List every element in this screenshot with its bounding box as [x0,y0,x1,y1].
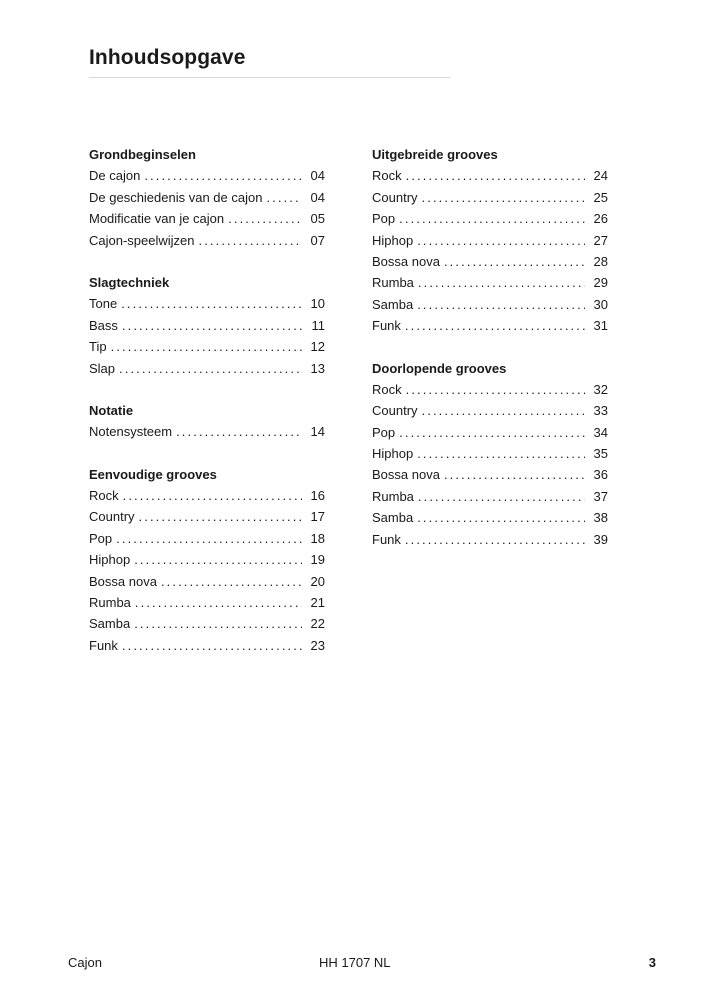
toc-entry-label: Rock [89,488,119,504]
dot-leader [417,294,585,315]
toc-entry-page-number: 29 [593,275,608,291]
page-footer [68,955,656,973]
toc-entry-page-number: 18 [310,530,325,546]
toc-entry-page-number: 17 [310,509,325,525]
toc-entry-label: Rock [372,168,402,184]
toc-entry-label: Country [89,509,135,525]
dot-leader [144,165,302,186]
toc-section [372,144,608,337]
toc-entry-page-number: 35 [593,446,608,462]
toc-entry [372,230,608,251]
toc-entry-page-number: 32 [593,381,608,397]
dot-leader [139,506,302,527]
toc-entry-label: Pop [372,424,396,440]
dot-leader [418,272,585,293]
toc-entry-label: Samba [372,510,414,526]
toc-entry [89,592,325,613]
toc-entry-label: Pop [89,530,113,546]
dot-leader [405,529,585,550]
toc-entry [89,336,325,357]
toc-entry-page-number: 19 [310,552,325,568]
toc-entry-label: Pop [372,211,396,227]
toc-entry-page-number: 36 [593,467,608,483]
toc-entry-page-number: 25 [593,189,608,205]
toc-entry [89,549,325,570]
toc-section [89,400,325,443]
toc-entry-label: Funk [372,318,401,334]
toc-entry-page-number: 12 [310,339,325,355]
toc-entry [89,315,325,336]
toc-entry [372,251,608,272]
toc-section-heading: Slagtechniek [89,274,170,290]
toc-entry [372,272,608,293]
toc-entry-label: Hiphop [372,446,414,462]
footer-page-number: 3 [648,955,656,970]
dot-leader [405,315,585,336]
toc-entry-page-number: 27 [593,232,608,248]
dot-leader [123,485,302,506]
toc-entry [89,230,325,251]
dot-leader [116,528,302,549]
toc-entry-label: Notensysteem [89,424,173,440]
toc-entry [89,571,325,592]
dot-leader [134,549,302,570]
toc-section-heading: Uitgebreide grooves [372,147,498,162]
toc-entry [89,208,325,229]
dot-leader [134,613,302,634]
toc-entry-page-number: 38 [593,510,608,526]
toc-entry [372,464,608,485]
toc-entry-label: Rumba [372,275,414,291]
toc-entry-label: Bass [89,317,118,333]
toc-entry [89,506,325,527]
toc-section [372,358,608,551]
toc-entry-page-number: 39 [593,531,608,547]
toc-entry-label: Samba [89,616,131,632]
toc-entry-page-number: 21 [310,595,325,611]
title-divider [89,77,450,78]
toc-entry [372,187,608,208]
toc-section-heading: Notatie [89,402,134,418]
toc-entry-label: Funk [372,531,401,547]
toc-entry-page-number: 10 [310,296,325,312]
toc-section [89,144,325,251]
toc-entry [89,485,325,506]
toc-entry-label: Country [372,403,418,419]
toc-section-heading: Grondbeginselen [89,147,196,162]
toc-entry [89,358,325,379]
toc-entry-page-number: 24 [593,168,608,184]
dot-leader [121,293,302,314]
dot-leader [111,336,302,357]
toc-entry [89,165,325,186]
toc-entry-label: Tip [89,339,107,355]
toc-entry-page-number: 04 [310,168,325,184]
dot-leader [399,208,585,229]
dot-leader [406,379,585,400]
dot-leader [161,571,302,592]
toc-entry-page-number: 05 [310,211,325,227]
dot-leader [228,208,302,229]
toc-entry [89,613,325,634]
toc-entry [89,293,325,314]
toc-entry [372,507,608,528]
dot-leader [418,486,585,507]
dot-leader [444,464,585,485]
toc-entry-page-number: 23 [310,637,325,653]
toc-entry-page-number: 07 [310,232,325,248]
toc-entry-label: Funk [89,637,118,653]
footer-catalog-number: HH 1707 NL [319,955,391,970]
toc-column-right [372,144,608,571]
page-title: Inhoudsopgave [89,46,246,69]
toc-entry [372,208,608,229]
toc-entry [372,400,608,421]
dot-leader [199,230,303,251]
dot-leader [122,635,302,656]
toc-entry-label: Samba [372,296,414,312]
dot-leader [422,400,585,421]
toc-entry-page-number: 20 [310,573,325,589]
toc-entry-page-number: 34 [593,424,608,440]
toc-entry-page-number: 22 [310,616,325,632]
toc-section [89,272,325,379]
dot-leader [422,187,585,208]
toc-entry [372,443,608,464]
toc-entry-page-number: 26 [593,211,608,227]
toc-entry-page-number: 14 [310,424,325,440]
toc-section [89,464,325,657]
toc-entry-page-number: 16 [310,488,325,504]
toc-entry [372,379,608,400]
dot-leader [399,422,585,443]
toc-entry [372,315,608,336]
toc-entry-label: Bossa nova [372,467,440,483]
toc-entry-label: Cajon-speelwijzen [89,232,195,248]
dot-leader [119,358,302,379]
dot-leader [417,230,585,251]
dot-leader [122,315,302,336]
toc-entry-label: De cajon [89,168,141,184]
dot-leader [417,507,585,528]
dot-leader [406,165,585,186]
toc-entry [89,528,325,549]
toc-entry-label: Hiphop [89,552,131,568]
toc-entry-label: Rock [372,381,402,397]
toc-entry-label: Bossa nova [89,573,157,589]
toc-entry-page-number: 37 [593,488,608,504]
footer-book-title: Cajon [68,955,102,970]
toc-entry-label: Hiphop [372,232,414,248]
toc-entry [372,165,608,186]
dot-leader [417,443,585,464]
dot-leader [135,592,302,613]
toc-entry [89,421,325,442]
toc-entry-label: Tone [89,296,118,312]
toc-entry-label: Modificatie van je cajon [89,211,225,227]
toc-entry-page-number: 04 [310,189,325,205]
toc-entry-page-number: 30 [593,296,608,312]
toc-entry-label: Slap [89,360,116,376]
toc-section-heading: Eenvoudige grooves [89,466,217,482]
toc-entry-page-number: 28 [593,253,608,269]
toc-entry [372,422,608,443]
toc-entry-label: Rumba [89,595,131,611]
toc-entry-page-number: 11 [311,317,325,333]
toc-entry-page-number: 13 [310,360,325,376]
toc-entry-label: Country [372,189,418,205]
toc-entry [89,635,325,656]
toc-entry-label: Bossa nova [372,253,440,269]
dot-leader [176,421,302,442]
toc-entry [372,529,608,550]
toc-entry-page-number: 31 [593,318,608,334]
toc-entry-label: De geschiedenis van de cajon [89,189,263,205]
dot-leader [266,187,302,208]
toc-entry-page-number: 33 [593,403,608,419]
dot-leader [444,251,585,272]
toc-section-heading: Doorlopende grooves [372,360,507,376]
toc-entry [372,294,608,315]
toc-entry [372,486,608,507]
toc-entry [89,187,325,208]
toc-column-left [89,144,325,677]
toc-entry-label: Rumba [372,488,414,504]
